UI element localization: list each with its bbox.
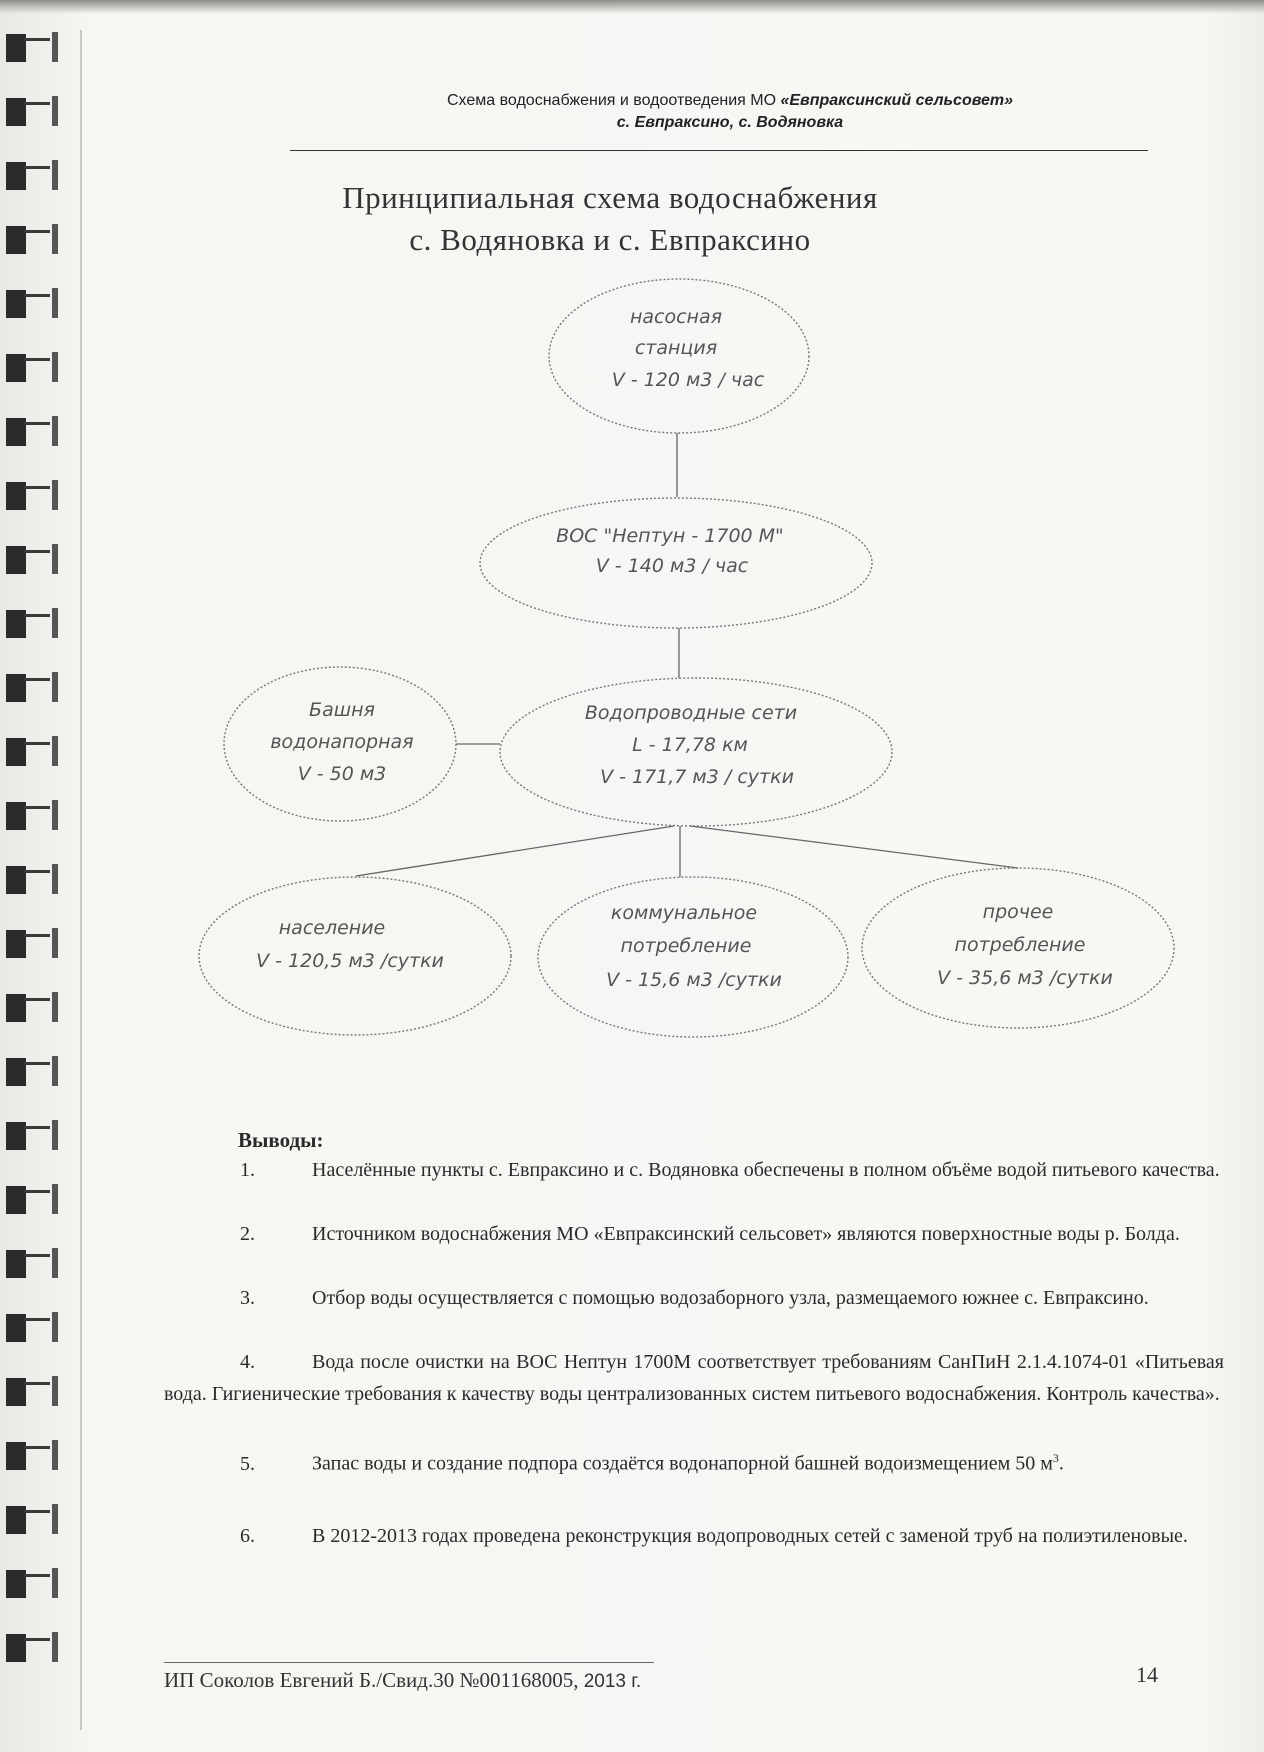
header-prefix: Схема водоснабжения и водоотведения МО (446, 92, 781, 109)
treatment-label-2: V - 140 м3 / час (595, 555, 749, 577)
pump-label-3: V - 120 м3 / час (611, 369, 765, 391)
conclusion-item-2 (164, 1218, 1224, 1250)
pump-label-1: насосная (629, 306, 723, 328)
header-org-name: «Евпраксинский сельсовет» (780, 92, 1013, 109)
connector-network-other (690, 826, 1018, 868)
item-number: 5. (240, 1452, 255, 1475)
other-label-1: прочее (982, 901, 1054, 923)
tower-label-2: водонапорная (270, 731, 414, 753)
communal-node (538, 877, 848, 1037)
conclusions-title: Выводы: (238, 1128, 324, 1152)
pump-label-2: станция (634, 337, 718, 359)
footer-year: 2013 г. (578, 1671, 642, 1692)
conclusion-item-6 (164, 1520, 1224, 1552)
footer-divider (164, 1662, 654, 1663)
node-labels (256, 306, 1113, 991)
communal-label-3: V - 15,6 м3 /сутки (606, 969, 782, 991)
network-label-1: Водопроводные сети (584, 702, 798, 724)
item-number: 1. (240, 1159, 255, 1181)
treatment-label-1: ВОС "Нептун - 1700 М" (556, 525, 784, 547)
footer-author (164, 1668, 641, 1693)
item-text: Вода после очистки на ВОС Нептун 1700М соответствует требованиям СанПиН 2.1.4.1074-01 «Питьевая вода. Гигиенические требования к качеству воды централизованных систем питьевого водоснабжения. Контроль качества». (164, 1351, 1224, 1405)
diagram-title-line1: Принципиальная схема водоснабжения (342, 180, 878, 215)
conclusion-item-5 (164, 1442, 1224, 1480)
connectors (356, 433, 1018, 877)
item-number: 6. (240, 1525, 255, 1547)
item-text: В 2012-2013 годах проведена реконструкция водопроводных сетей с заменой труб на полиэтиленовые. (312, 1525, 1188, 1547)
item-number: 3. (240, 1287, 255, 1309)
network-label-3: V - 171,7 м3 / сутки (600, 766, 794, 788)
item-number: 4. (240, 1351, 255, 1373)
communal-label-2: потребление (620, 935, 752, 957)
population-label-1: население (278, 917, 386, 939)
item-tail: . (1058, 1452, 1064, 1475)
conclusion-item-1 (164, 1154, 1224, 1186)
header-villages: с. Евпраксино, с. Водяновка (616, 114, 844, 131)
connector-network-population (356, 826, 674, 876)
diagram-title-line2: с. Водяновка и с. Евпраксино (409, 222, 811, 257)
item-text: Источником водоснабжения МО «Евпраксинский сельсовет» являются поверхностные воды р. Болда. (312, 1223, 1180, 1245)
item-text: Отбор воды осуществляется с помощью водозаборного узла, размещаемого южнее с. Евпраксино. (312, 1287, 1149, 1309)
population-label-2: V - 120,5 м3 /сутки (256, 950, 444, 972)
item-text: Населённые пункты с. Евпраксино и с. Водяновка обеспечены в полном объёме водой питьевого качества. (312, 1159, 1220, 1181)
item-text: Запас воды и создание подпора создаётся водонапорной башней водоизмещением 50 м (312, 1452, 1053, 1475)
other-label-2: потребление (954, 934, 1086, 956)
network-label-2: L - 17,78 км (632, 734, 748, 756)
conclusion-item-3 (164, 1282, 1224, 1314)
item-superscript: 3 (1052, 1451, 1059, 1465)
other-label-3: V - 35,6 м3 /сутки (937, 967, 1113, 989)
tower-label-3: V - 50 м3 (297, 763, 387, 785)
item-number: 2. (240, 1223, 255, 1245)
communal-label-1: коммунальное (610, 902, 758, 924)
page-number: 14 (1136, 1662, 1158, 1687)
footer-author-text: ИП Соколов Евгений Б./Свид.30 №001168005, (164, 1668, 579, 1692)
conclusion-item-4 (164, 1346, 1224, 1410)
tower-label-1: Башня (309, 699, 375, 721)
